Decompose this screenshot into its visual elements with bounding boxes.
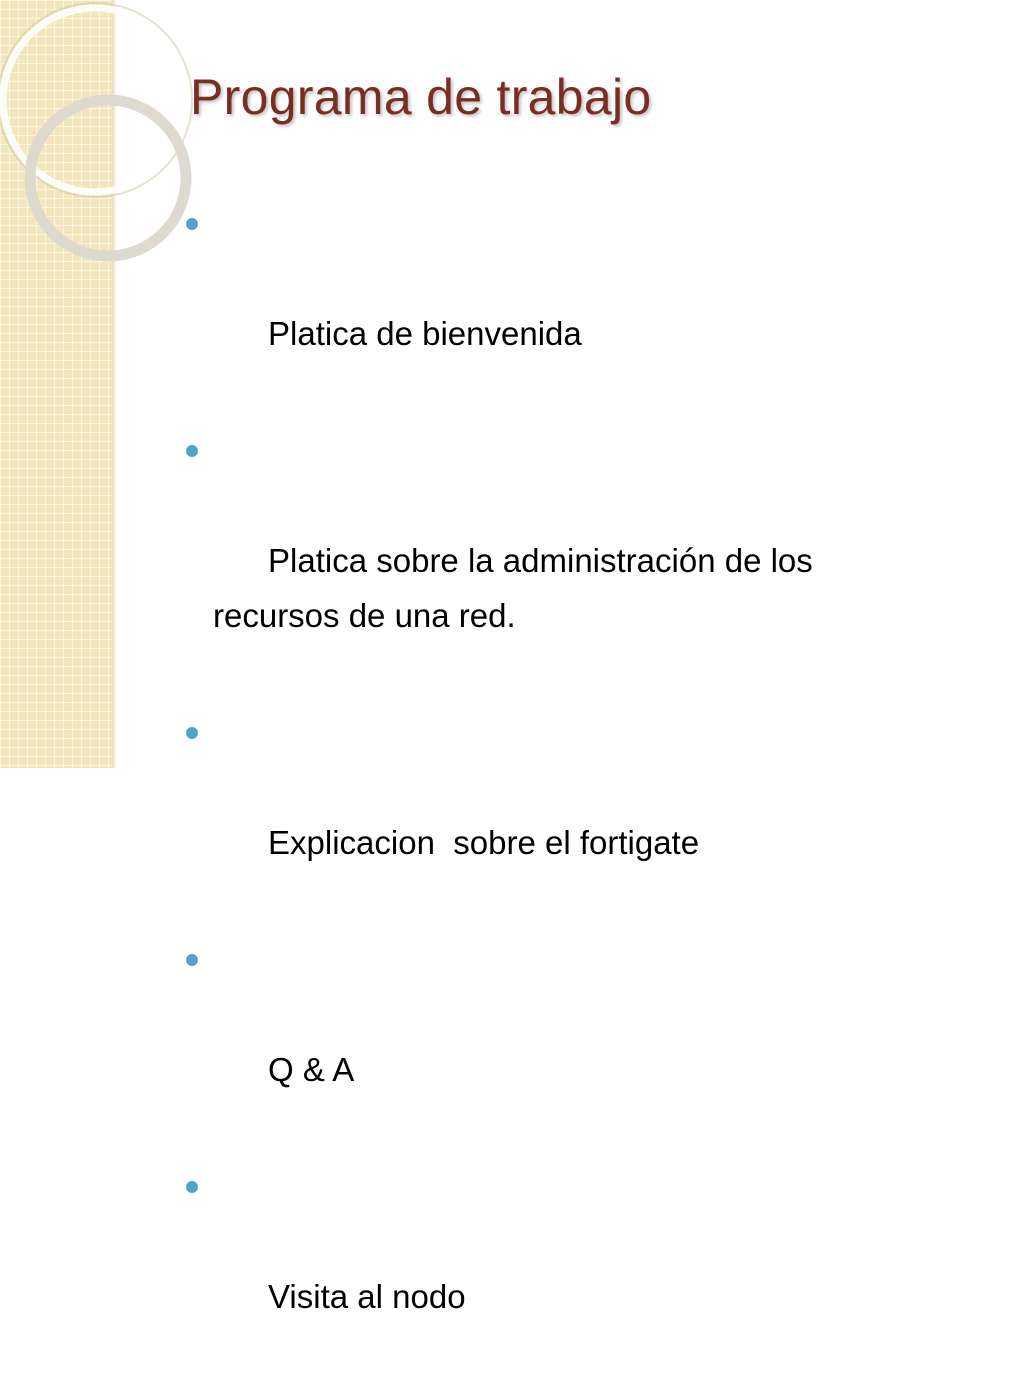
bullet-item <box>186 196 926 416</box>
bullet-item <box>186 932 926 1152</box>
bullet-text: Visita al nodo <box>268 1278 466 1315</box>
slide-title: Programa de trabajo <box>190 69 652 125</box>
lower-ring <box>30 100 186 256</box>
bullet-item <box>186 1159 926 1379</box>
bullet-dot-icon <box>186 727 198 739</box>
bullet-dot-icon <box>186 218 198 230</box>
bullet-dot-icon <box>186 1181 198 1193</box>
bullet-text: Explicacion sobre el fortigate <box>268 824 700 861</box>
bullet-text: Platica sobre la administración de los recursos de una red. <box>213 542 822 634</box>
bullet-item <box>186 705 926 925</box>
bullet-dot-icon <box>186 445 198 457</box>
bullet-item <box>186 423 926 698</box>
bullet-list <box>186 196 926 1386</box>
bullet-dot-icon <box>186 954 198 966</box>
bullet-text: Platica de bienvenida <box>268 315 582 352</box>
decorative-rings <box>0 0 180 260</box>
bullet-text: Q & A <box>268 1051 355 1088</box>
